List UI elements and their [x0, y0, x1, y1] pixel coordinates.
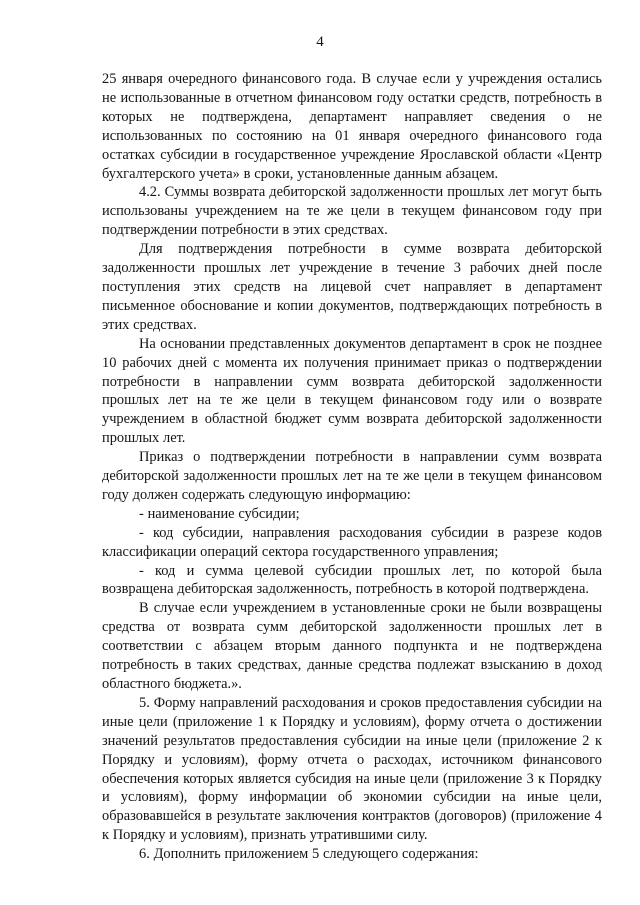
- paragraph-department-order: На основании представленных документов департамент в срок не позднее 10 рабочих дней с момента их получения принимает приказ о подтверждении потребности в направлении сумм возврата дебиторской задолженности прошлых лет на те же цели в текущем финансовом году или о возврате учреждением в областной бюджет сумм возврата дебиторской задолженности прошлых лет.: [102, 335, 602, 447]
- document-body: [102, 70, 602, 864]
- paragraph-4-2: 4.2. Суммы возврата дебиторской задолженности прошлых лет могут быть использованы учреждением на те же цели в текущем финансовом году при подтверждении потребности в этих средствах.: [102, 184, 602, 239]
- paragraph-confirmation-procedure: Для подтверждения потребности в сумме возврата дебиторской задолженности прошлых лет учреждение в течение 3 рабочих дней после поступления этих средств на лицевой счет направляет в департамент письменное обоснование и копии документов, подтверждающих потребность в этих средствах.: [102, 241, 602, 333]
- paragraph-6: 6. Дополнить приложением 5 следующего содержания:: [139, 846, 479, 863]
- paragraph-recovery: В случае если учреждением в установленные сроки не были возвращены средства от возврата сумм дебиторской задолженности прошлых лет в соответствии с абзацем вторым данного подпункта и не подтверждена потребность в таких средствах, данные средства подлежат взысканию в доход областного бюджета.».: [102, 600, 602, 692]
- list-item-subsidy-code: - код субсидии, направления расходования субсидии в разрезе кодов классификации операций сектора государственного управления;: [102, 524, 602, 560]
- list-item-subsidy-name: - наименование субсидии;: [139, 505, 300, 522]
- page-number: 4: [316, 34, 324, 50]
- paragraph-continuation: 25 января очередного финансового года. В случае если у учреждения остались не использованные в отчетном финансовом году остатки средств, потребность в которых не подтверждена, департамент направляет сведения о не использованных по состоянию на 01 января очередного финансового года остатках субсидии в государственное учреждение Ярославской области «Центр бухгалтерского учета» в сроки, установленные данным абзацем.: [102, 71, 602, 182]
- paragraph-order-contents: Приказ о подтверждении потребности в направлении сумм возврата дебиторской задолженности прошлых лет на те же цели в текущем финансовом году должен содержать следующую информацию:: [102, 449, 602, 503]
- paragraph-5: 5. Форму направлений расходования и сроков предоставления субсидии на иные цели (приложение 1 к Порядку и условиям), форму отчета о достижении значений результатов предоставления субсидии на иные цели (приложение 2 к Порядку и условиям), форму отчета о расходах, источником финансового обеспечения которых является субсидия на иные цели (приложение 3 к Порядку и условиям), форму информации об экономии субсидии на иные цели, образовавшейся в результате заключения контрактов (договоров) (приложение 4 к Порядку и условиям), признать утратившими силу.: [102, 694, 602, 844]
- list-item-subsidy-amount: - код и сумма целевой субсидии прошлых лет, по которой была возвращена дебиторская задолженность, потребность в которой подтверждена.: [102, 562, 602, 598]
